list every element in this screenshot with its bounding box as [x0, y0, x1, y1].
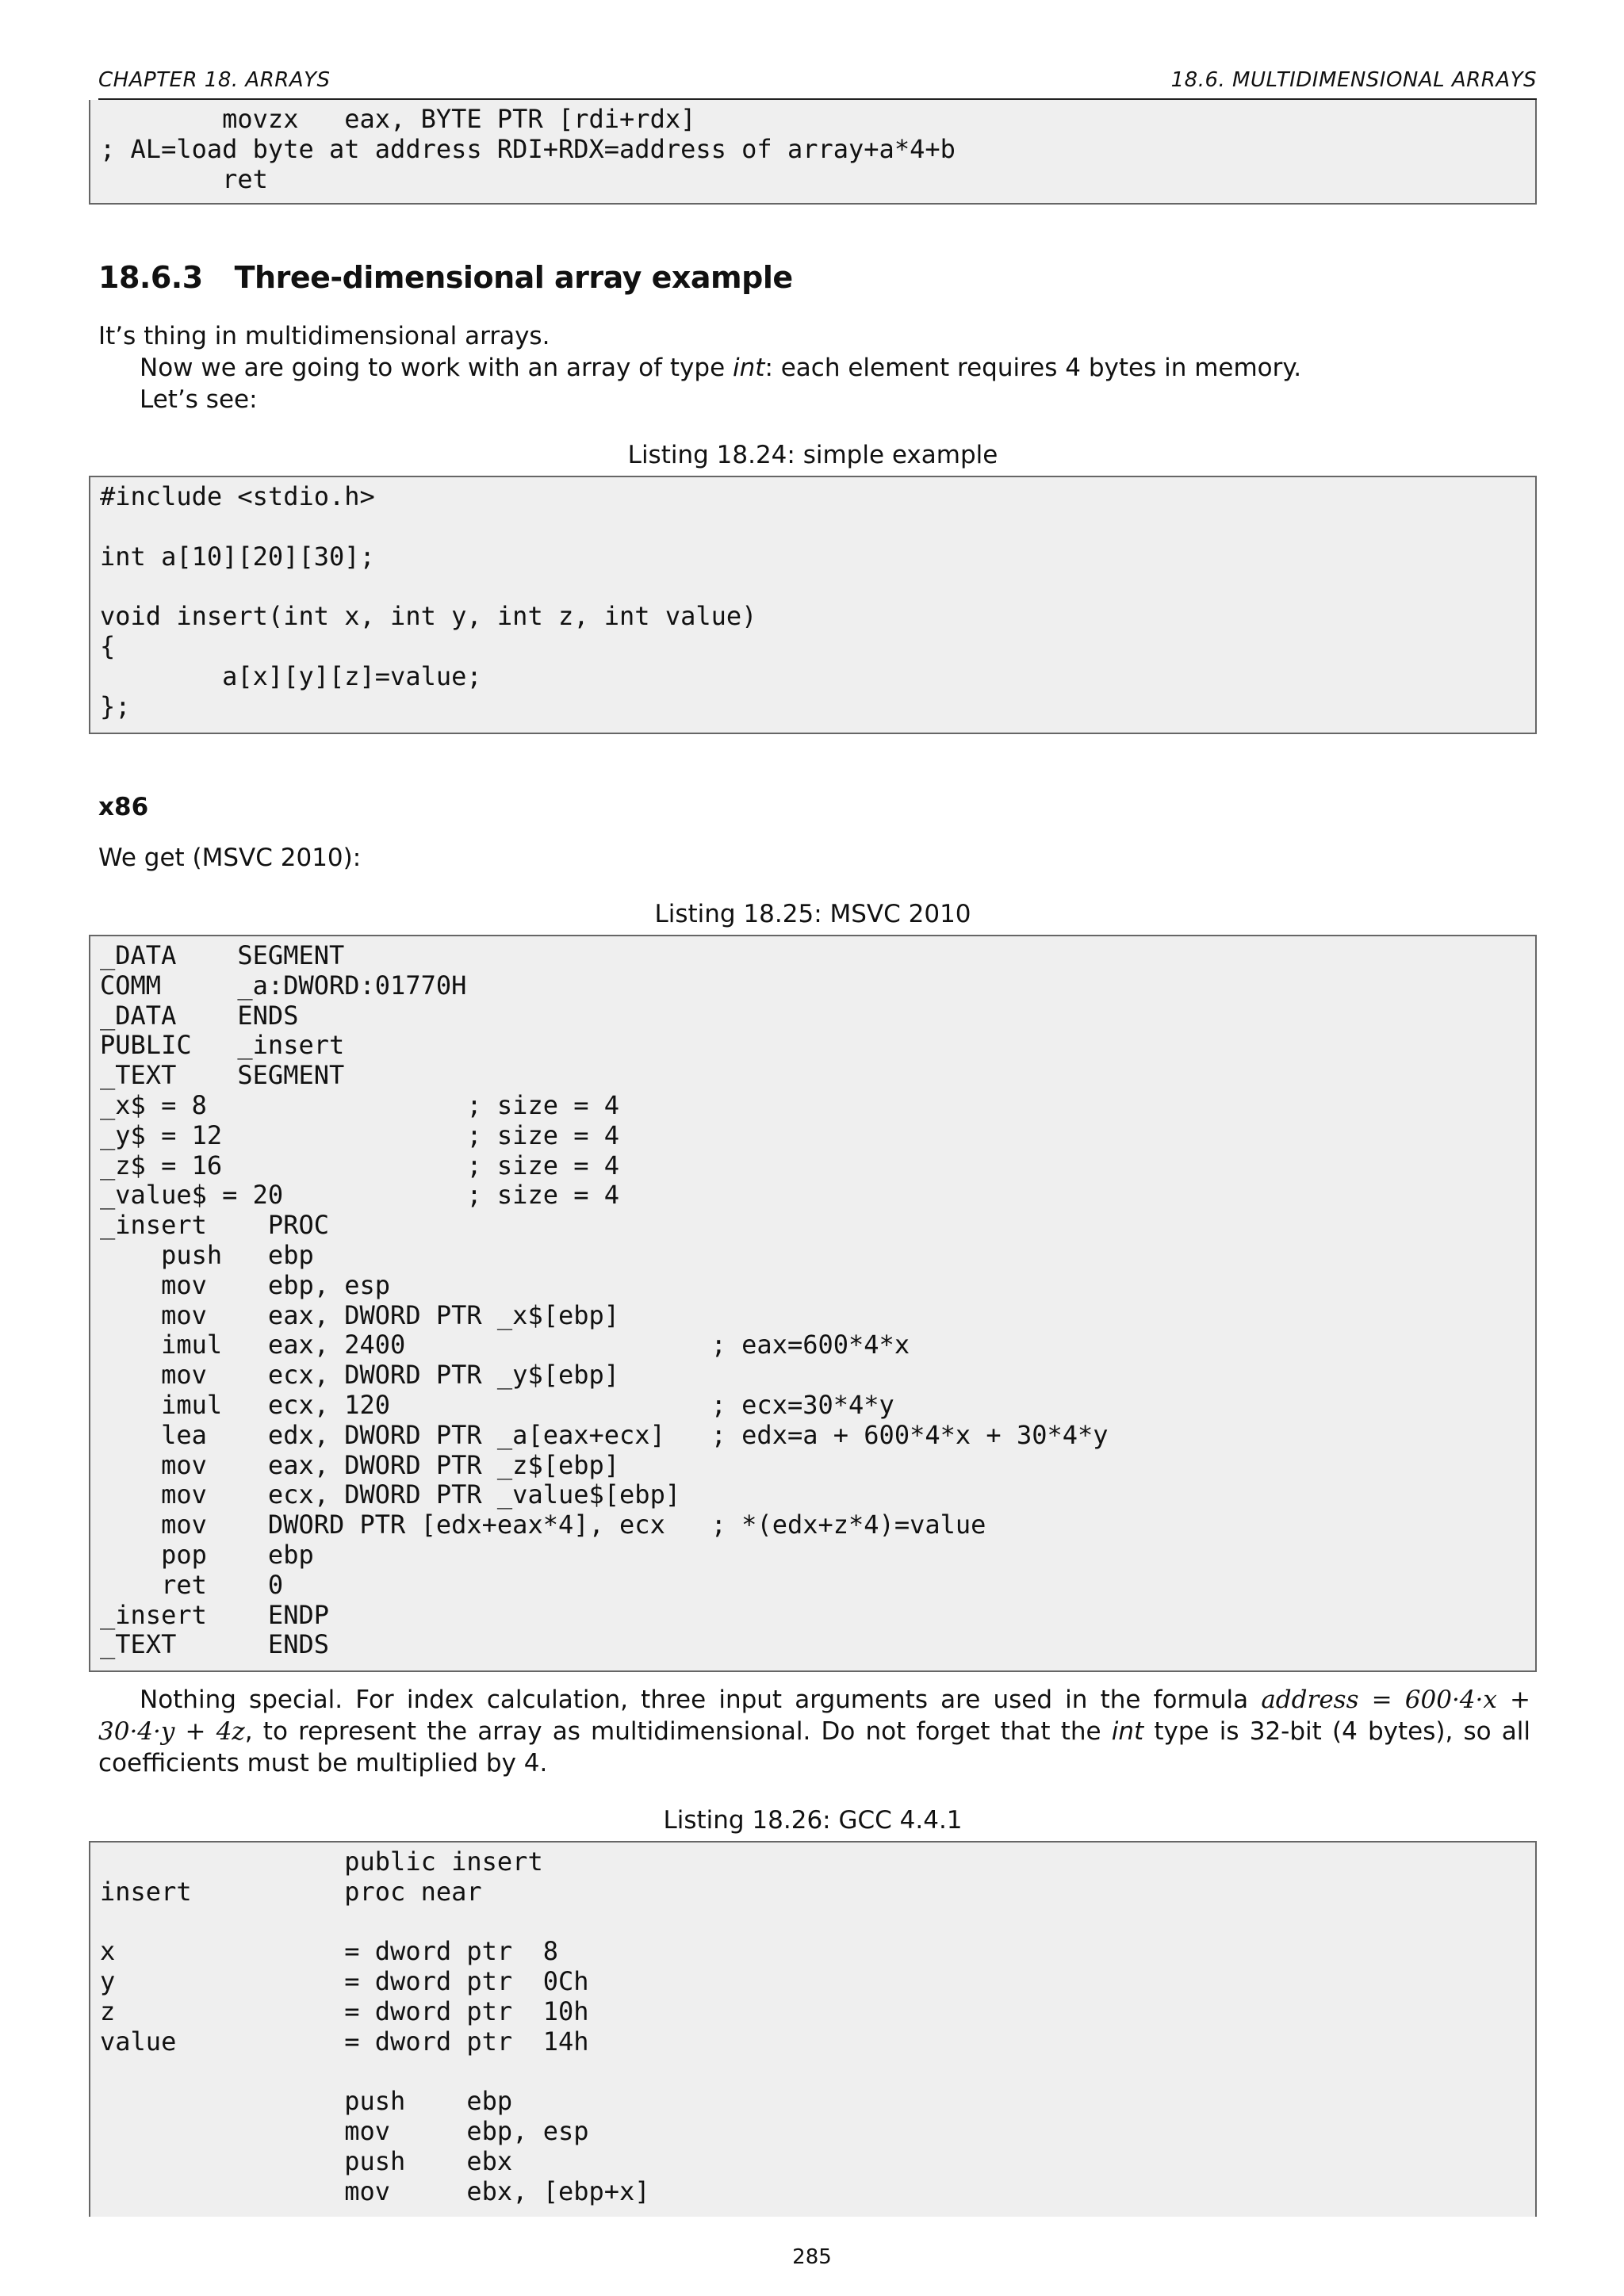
paragraph-text-1: Nothing special. For index calculation, three input arguments are used in the formula — [140, 1686, 1262, 1714]
code-line: ; AL=load byte at address RDI+RDX=address of array+a*4+b — [100, 133, 956, 164]
code-line: _insert PROC — [100, 1210, 329, 1241]
paragraph-em-int: int — [1111, 1717, 1144, 1746]
listing-26-code — [89, 1841, 1537, 2217]
listing-25-code — [89, 935, 1537, 1672]
code-line: _y$ = 12 ; size = 4 — [100, 1119, 620, 1150]
page-number: 285 — [792, 2245, 832, 2269]
intro-line-2-text: Now we are going to work with an array of type — [140, 354, 733, 382]
code-line: mov ebp, esp — [100, 2116, 589, 2147]
code-line — [100, 1908, 1526, 1938]
address-formula: address = 600·4·x + 30·4·y + 4z — [98, 1686, 1531, 1746]
code-line: movzx eax, BYTE PTR [rdi+rdx] — [100, 104, 696, 134]
code-line — [100, 512, 1526, 542]
code-line: _z$ = 16 ; size = 4 — [100, 1150, 620, 1181]
code-line: x = dword ptr 8 — [100, 1936, 558, 1967]
code-line: mov ebx, [ebp+x] — [100, 2175, 650, 2206]
code-line: push ebx — [100, 2145, 513, 2176]
code-line: insert proc near — [100, 1876, 482, 1907]
code-line: _insert ENDP — [100, 1599, 329, 1630]
code-line — [100, 2057, 1526, 2087]
code-line: imul ecx, 120 ; ecx=30*4*y — [100, 1389, 894, 1420]
code-line: push ebp — [100, 2086, 513, 2117]
code-line: { — [100, 630, 116, 661]
code-line: ret 0 — [100, 1569, 284, 1600]
code-line: #include <stdio.h> — [100, 481, 375, 511]
code-line — [100, 572, 1526, 602]
section-heading — [98, 260, 793, 295]
code-line: public insert — [100, 1846, 543, 1877]
code-line: COMM _a:DWORD:01770H — [100, 970, 467, 1001]
code-line: mov eax, DWORD PTR _z$[ebp] — [100, 1449, 620, 1480]
code-line: lea edx, DWORD PTR _a[eax+ecx] ; edx=a + 600*4*x + 30*4*y — [100, 1419, 1109, 1450]
code-line: a[x][y][z]=value; — [100, 660, 482, 691]
code-line: void insert(int x, int y, int z, int value) — [100, 601, 757, 632]
intro-line-2 — [140, 352, 1301, 384]
listing-24-caption: Listing 18.24: simple example — [627, 441, 998, 469]
code-line: _DATA SEGMENT — [100, 940, 345, 970]
code-line: _TEXT SEGMENT — [100, 1060, 345, 1091]
running-header-section: 18.6. MULTIDIMENSIONAL ARRAYS — [1170, 68, 1537, 92]
code-line: PUBLIC _insert — [100, 1030, 345, 1061]
intro-line-3: Let’s see: — [140, 385, 258, 414]
section-title-text: Three-dimensional array example — [234, 260, 793, 295]
code-line: _value$ = 20 ; size = 4 — [100, 1180, 620, 1211]
code-line: _TEXT ENDS — [100, 1629, 329, 1660]
section-number: 18.6.3 — [98, 260, 203, 295]
paragraph-text-2: , to represent the array as multidimensional. Do not forget that the — [244, 1717, 1112, 1746]
we-get-text: We get (MSVC 2010): — [98, 844, 362, 872]
code-line: _x$ = 8 ; size = 4 — [100, 1089, 620, 1120]
listing-26-caption: Listing 18.26: GCC 4.4.1 — [663, 1806, 963, 1835]
code-line: mov ecx, DWORD PTR _value$[ebp] — [100, 1479, 681, 1510]
code-line: mov ebp, esp — [100, 1269, 391, 1300]
intro-line-2-em: int — [733, 354, 765, 382]
code-line: y = dword ptr 0Ch — [100, 1966, 589, 1997]
listing-25-caption: Listing 18.25: MSVC 2010 — [654, 900, 971, 928]
intro-line-2-text-after: : each element requires 4 bytes in memory. — [764, 354, 1302, 382]
code-block-top — [89, 100, 1537, 205]
running-header-chapter: CHAPTER 18. ARRAYS — [98, 68, 331, 92]
code-line: _DATA ENDS — [100, 1000, 299, 1031]
code-line: mov DWORD PTR [edx+eax*4], ecx ; *(edx+z*4)=value — [100, 1510, 986, 1540]
code-line: z = dword ptr 10h — [100, 1996, 589, 2026]
intro-line-1: It’s thing in multidimensional arrays. — [98, 322, 550, 350]
code-line: mov ecx, DWORD PTR _y$[ebp] — [100, 1360, 620, 1391]
code-line: ret — [100, 163, 268, 194]
code-line: pop ebp — [100, 1539, 314, 1570]
code-line: }; — [100, 691, 131, 721]
code-line: int a[10][20][30]; — [100, 541, 375, 572]
code-line: value = dword ptr 14h — [100, 2026, 589, 2057]
paragraph-text-3: type is 32-bit (4 bytes), so all coefficients must be multiplied by 4. — [98, 1717, 1530, 1777]
code-line: imul eax, 2400 ; eax=600*4*x — [100, 1330, 910, 1360]
listing-24-code — [89, 476, 1537, 734]
code-line: push ebp — [100, 1239, 314, 1270]
x86-heading: x86 — [98, 793, 149, 821]
code-line: mov eax, DWORD PTR _x$[ebp] — [100, 1299, 620, 1330]
nothing-special-paragraph — [98, 1684, 1530, 1779]
